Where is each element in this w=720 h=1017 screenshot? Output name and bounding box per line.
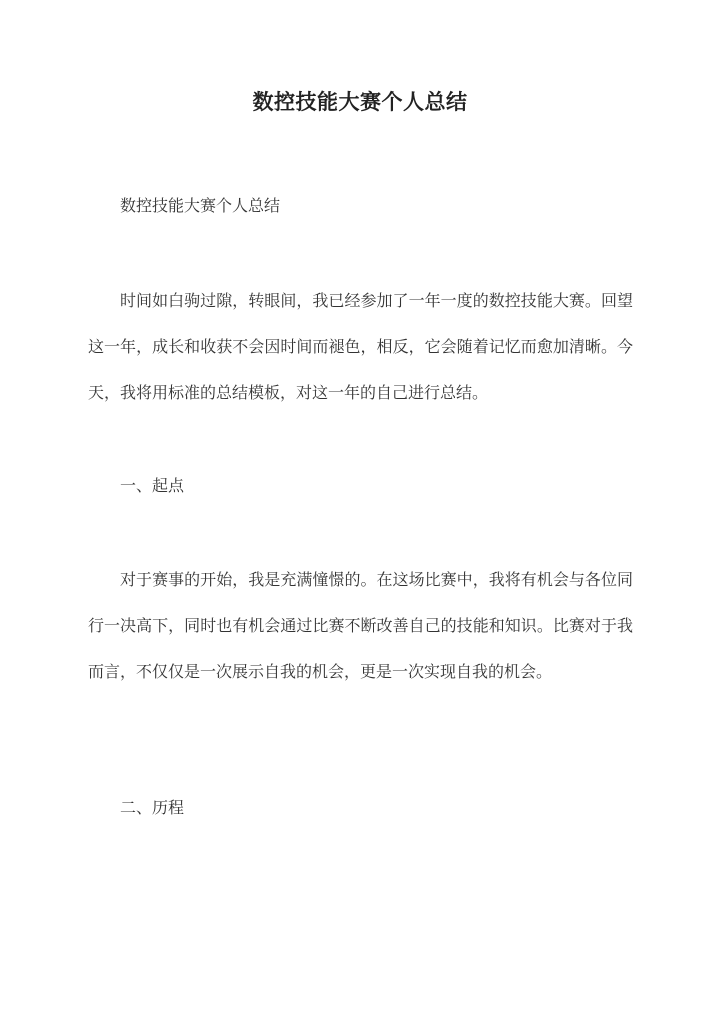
section-heading-process: 二、历程 <box>120 798 185 817</box>
document-subtitle: 数控技能大赛个人总结 <box>120 196 281 215</box>
section-heading-start: 一、起点 <box>120 476 185 495</box>
intro-paragraph: 时间如白驹过隙，转眼间，我已经参加了一年一度的数控技能大赛。回望这一年，成长和收获不会因时间而褪色，相反，它会随着记忆而愈加清晰。今天，我将用标准的总结模板，对这一年的自己进行总结。 <box>88 291 633 402</box>
document-title: 数控技能大赛个人总结 <box>252 89 468 114</box>
section-body-start: 对于赛事的开始，我是充满憧憬的。在这场比赛中，我将有机会与各位同行一决高下，同时也有机会通过比赛不断改善自己的技能和知识。比赛对于我而言，不仅仅是一次展示自我的机会，更是一次实现自我的机会。 <box>88 570 633 681</box>
